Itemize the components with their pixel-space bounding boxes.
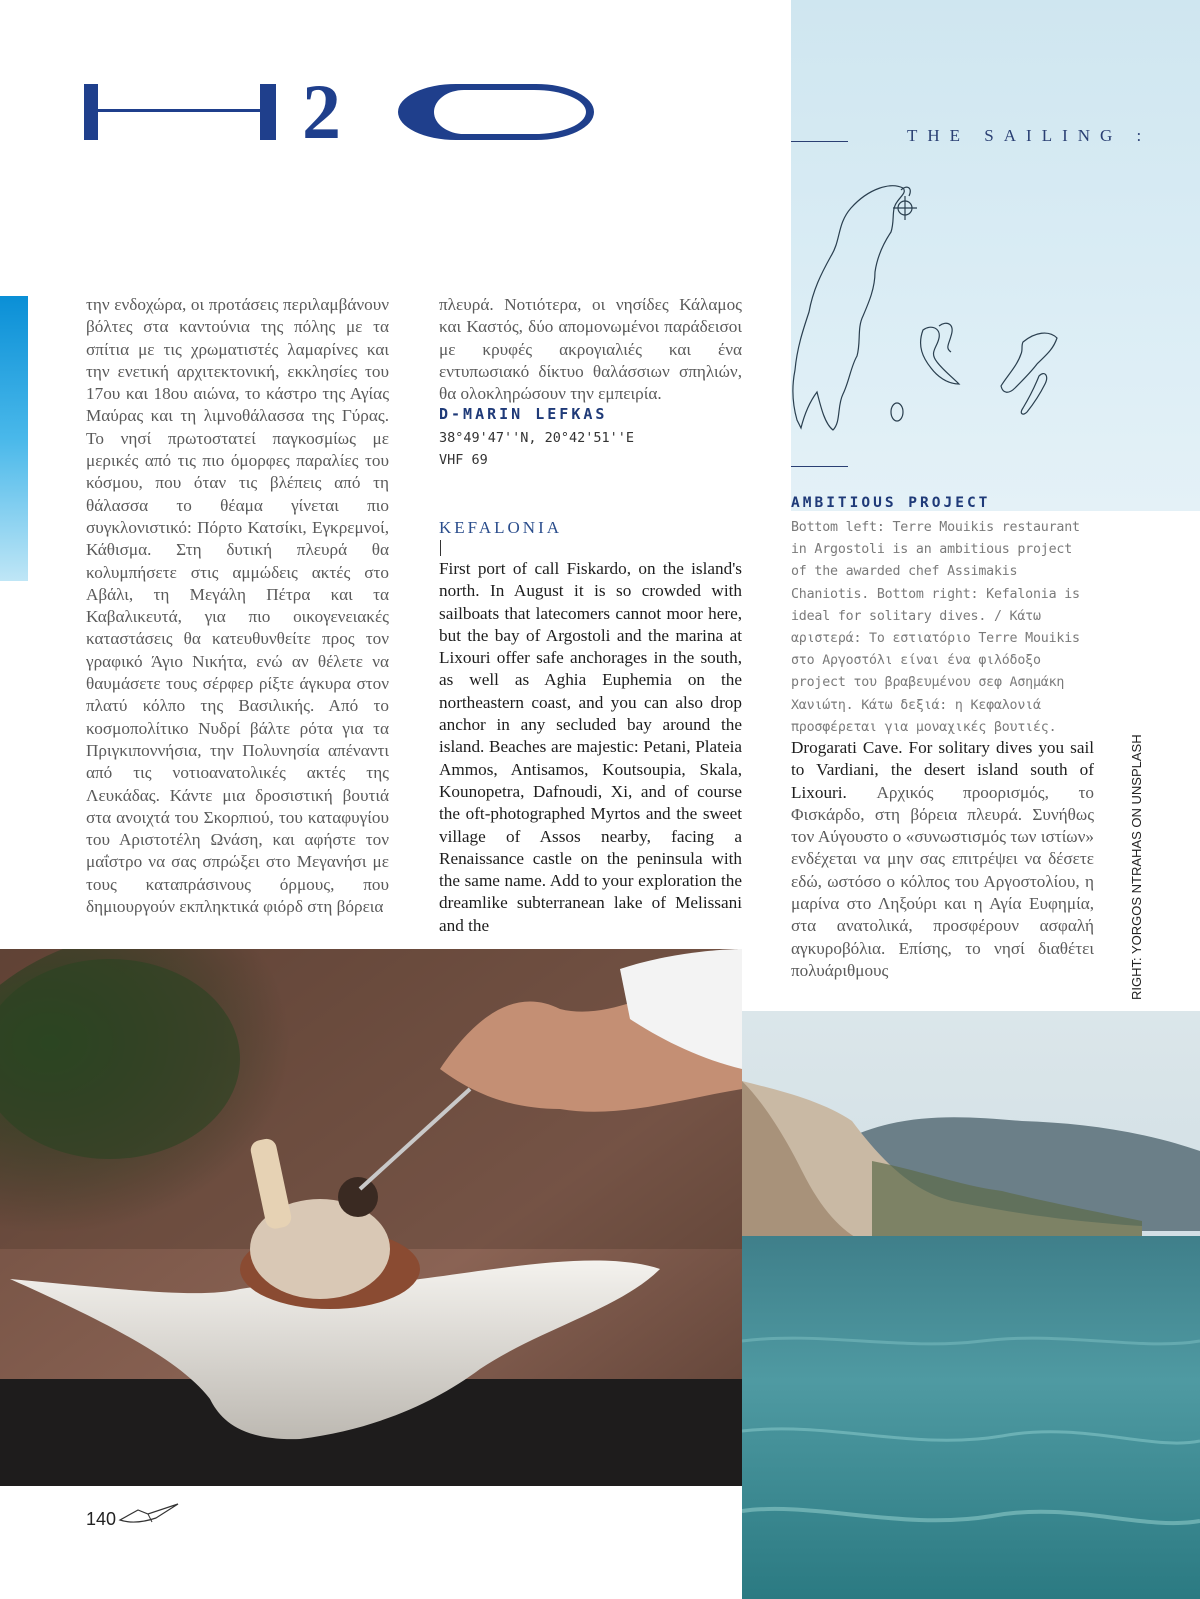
article-column-2-greek: πλευρά. Νοτιότερα, οι νησίδες Κάλαμος και Καστός, δύο απομονωμένοι παράδεισοι με κρυφές ακρογιαλιές και ένα εντυπωσιακό δίκτυο θαλάσσιων σπηλιών, θα ολοκληρώσουν την εμπειρία. — [439, 295, 742, 404]
marina-title: D-MARIN LEFKAS — [439, 405, 608, 423]
svg-text:2: 2 — [302, 80, 341, 150]
marina-coordinates: 38°49'47''N, 20°42'51''E — [439, 430, 635, 446]
column-3-greek: Αρχικός προορισμός, το Φισκάρδο, στη βόρεια πλευρά. Συνήθως τον Αύγουστο ο «συνωστισμός των ιστίων» ενδέχεται να μην σας επιτρέψει να δέσετε εδώ, ωστόσο ο κόλπος του Αργοστολίου, η μαρίνα στο Ληξούρι και η Αγία Ευφημία, στα ανατολικά, προσφέρουν ασφαλή αγκυροβόλια. Επίσης, το νησί διαθέτει πολυάριθμους — [791, 782, 1095, 980]
kefalonia-sea-photo — [742, 1011, 1200, 1599]
sailing-rule-top — [791, 141, 848, 142]
paper-plane-icon — [118, 1500, 180, 1528]
column-3-english: Drogarati Cave. For solitary dives you sail to Vardiani, the desert island south of Lixouri. — [791, 738, 1094, 802]
sailing-rule-bottom — [791, 466, 848, 467]
article-column-1: την ενδοχώρα, οι προτάσεις περιλαμβάνουν βόλτες στα καντούνια της πόλης με τα σπίτια με τις χρωματιστές λαμαρίνες και την ενετική αρχιτεκτονική, εκκλησίες του 17ου και 18ου αιώνα, το κάστρο της Αγίας Μαύρας και τη λιμνοθάλασσα της Γύρας. Το νησί πρωτοστατεί παγκοσμίως με μερικές από τις πιο όμορφες παραλίες του κόσμου, που όταν τις βλέπεις από τη θάλασσα το θέαμα γίνεται πιο συγκλονιστικό: Πόρτο Κατσίκι, Εγκρεμνοί, Κάθισμα. Στη δυτική πλευρά θα κολυμπήσετε στις αμμώδεις ακτές στο Αβάλι, τη Μεγάλη Πέτρα και τα Καβαλικευτά, για πιο οικογενειακές καταστάσεις θα κατευθυνθείτε προς τον γραφικό Άγιο Νικήτα, ενώ αν θέλετε να θαυμάσετε τους σέρφερ ρίξτε άγκυρα στον πλατύ κόλπο της Βασιλικής. Από το κοσμοπολίτικο Νυδρί βάλτε ρότα για τα Πριγκιποννήσια, την Πολυνησία απέναντι από τις νοτιοανατολικές ακτές της Λευκάδας. Κάντε μια δροσιστική βουτιά στα ανοιχτά του Σκορπιού, του καταφυγίου του Αριστοτέλη Ωνάση, και αφήστε τον μαΐστρο να σας σπρώξει στο Μεγανήσι με τους καταπράσινους όρμους, που δημιουργούν εκπληκτικά φιόρδ στη βόρεια — [86, 295, 389, 917]
island-map — [791, 180, 1081, 440]
photo-credit: RIGHT: YORGOS NTRAHAS ON UNSPLASH — [1129, 734, 1144, 1000]
article-column-3 — [791, 737, 1094, 982]
marina-vhf: VHF 69 — [439, 452, 488, 468]
blue-edge-tab — [0, 296, 28, 581]
marina-info — [439, 427, 634, 471]
section-title-marker — [440, 540, 441, 556]
h2o-logo — [84, 80, 604, 150]
caption-title: AMBITIOUS PROJECT — [791, 495, 991, 511]
sailing-label: THE SAILING : — [907, 126, 1152, 145]
caption-text: Bottom left: Terre Mouikis restaurant in Argostoli is an ambitious project of the awarded chef Assimakis Chaniotis. Bottom right: Kefalonia is ideal for solitary dives. / Κάτω αριστερά: Το εστιατόριο Terre Mouikis στο Αργοστόλι είναι ένα φιλόδοξο project του βραβευμένου σεφ Ασημάκη Χανιώτη. Κάτω δεξιά: η Κεφαλονιά προσφέρεται για μοναχικές βουτιές. — [791, 520, 1080, 735]
section-title-kefalonia: KEFALONIA — [439, 518, 563, 537]
restaurant-dish-photo — [0, 949, 742, 1486]
page-number: 140 — [86, 1509, 117, 1529]
article-column-2-english: First port of call Fiskardo, on the island's north. In August it is so crowded with sailboats that latecomers cannot moor here, but the bay of Argostoli and the marina at Lixouri offer safe anchorages in the south, as well as Aghia Euphemia on the northeastern coast, and you can also drop anchor in any secluded bay around the island. Beaches are majestic: Petani, Plateia Ammos, Antisamos, Koutsoupia, Skala, Kounopetra, Dafnoudi, Xi, and of course the oft-photographed Myrtos and the sweet village of Assos nearby, facing a Renaissance castle on the peninsula with the same name. Add to your exploration the dreamlike subterranean lake of Melissani and the — [439, 559, 742, 935]
photo-caption — [791, 517, 1091, 739]
